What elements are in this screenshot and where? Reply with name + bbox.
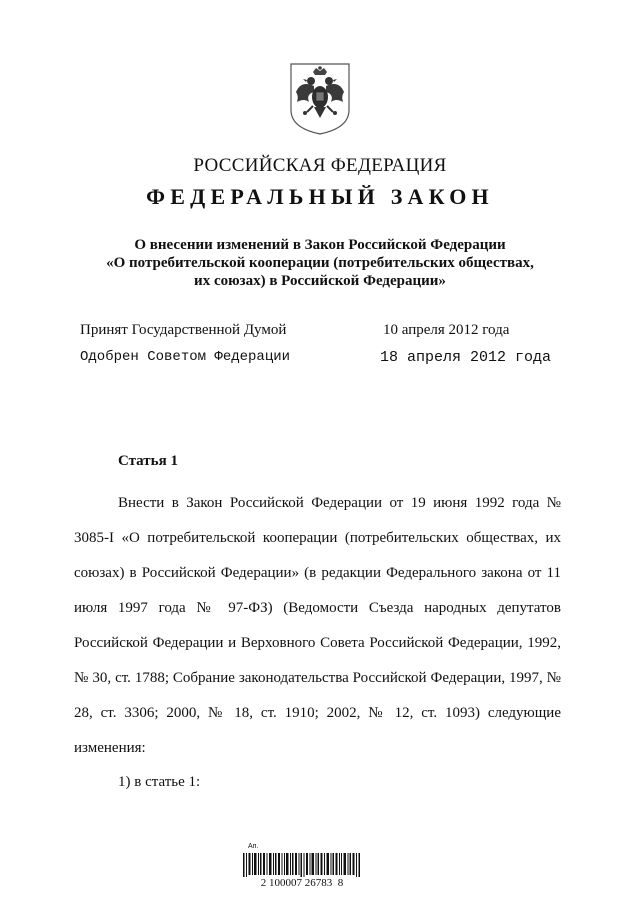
- barcode-number: 2 100007 26783 8: [260, 877, 344, 889]
- article-heading: Статья 1: [118, 453, 178, 469]
- document-type: ФЕДЕРАЛЬНЫЙ ЗАКОН: [146, 184, 494, 209]
- law-title-line: «О потребительской кооперации (потребительских обществах,: [106, 255, 534, 271]
- barcode-mark: Ап.: [248, 843, 259, 850]
- adopted-label: Принят Государственной Думой: [80, 322, 287, 338]
- law-title: [60, 236, 580, 290]
- barcode: [238, 843, 366, 898]
- country-name: РОССИЙСКАЯ ФЕДЕРАЦИЯ: [193, 155, 447, 176]
- list-item: 1) в статье 1:: [118, 774, 201, 790]
- law-title-line: О внесении изменений в Закон Российской Федерации: [134, 237, 506, 253]
- adopted-date: 10 апреля 2012 года: [383, 322, 510, 338]
- law-title-line: их союзах) в Российской Федерации»: [194, 273, 446, 289]
- barcode-icon: [243, 853, 361, 877]
- russian-coat-of-arms-icon: [287, 62, 353, 136]
- approved-date: 18 апреля 2012 года: [380, 349, 552, 366]
- approved-label: Одобрен Советом Федерации: [80, 349, 291, 365]
- article-paragraph: Внести в Закон Российской Федерации от 19 июня 1992 года № 3085-I «О потребительской кооперации (потребительских обществах, их союзах) в Российской Федерации» (в редакции Федерального закона от 11 июля 1997 года № 97-ФЗ) (Ведомости Съезда народных депутатов Российской Федерации и Верховного Совета Российской Федерации, 1992, № 30, ст. 1788; Собрание законодательства Российской Федерации, 1997, № 28, ст. 3306; 2000, № 18, ст. 1910; 2002, № 12, ст. 1093) следующие изменения:: [74, 495, 561, 756]
